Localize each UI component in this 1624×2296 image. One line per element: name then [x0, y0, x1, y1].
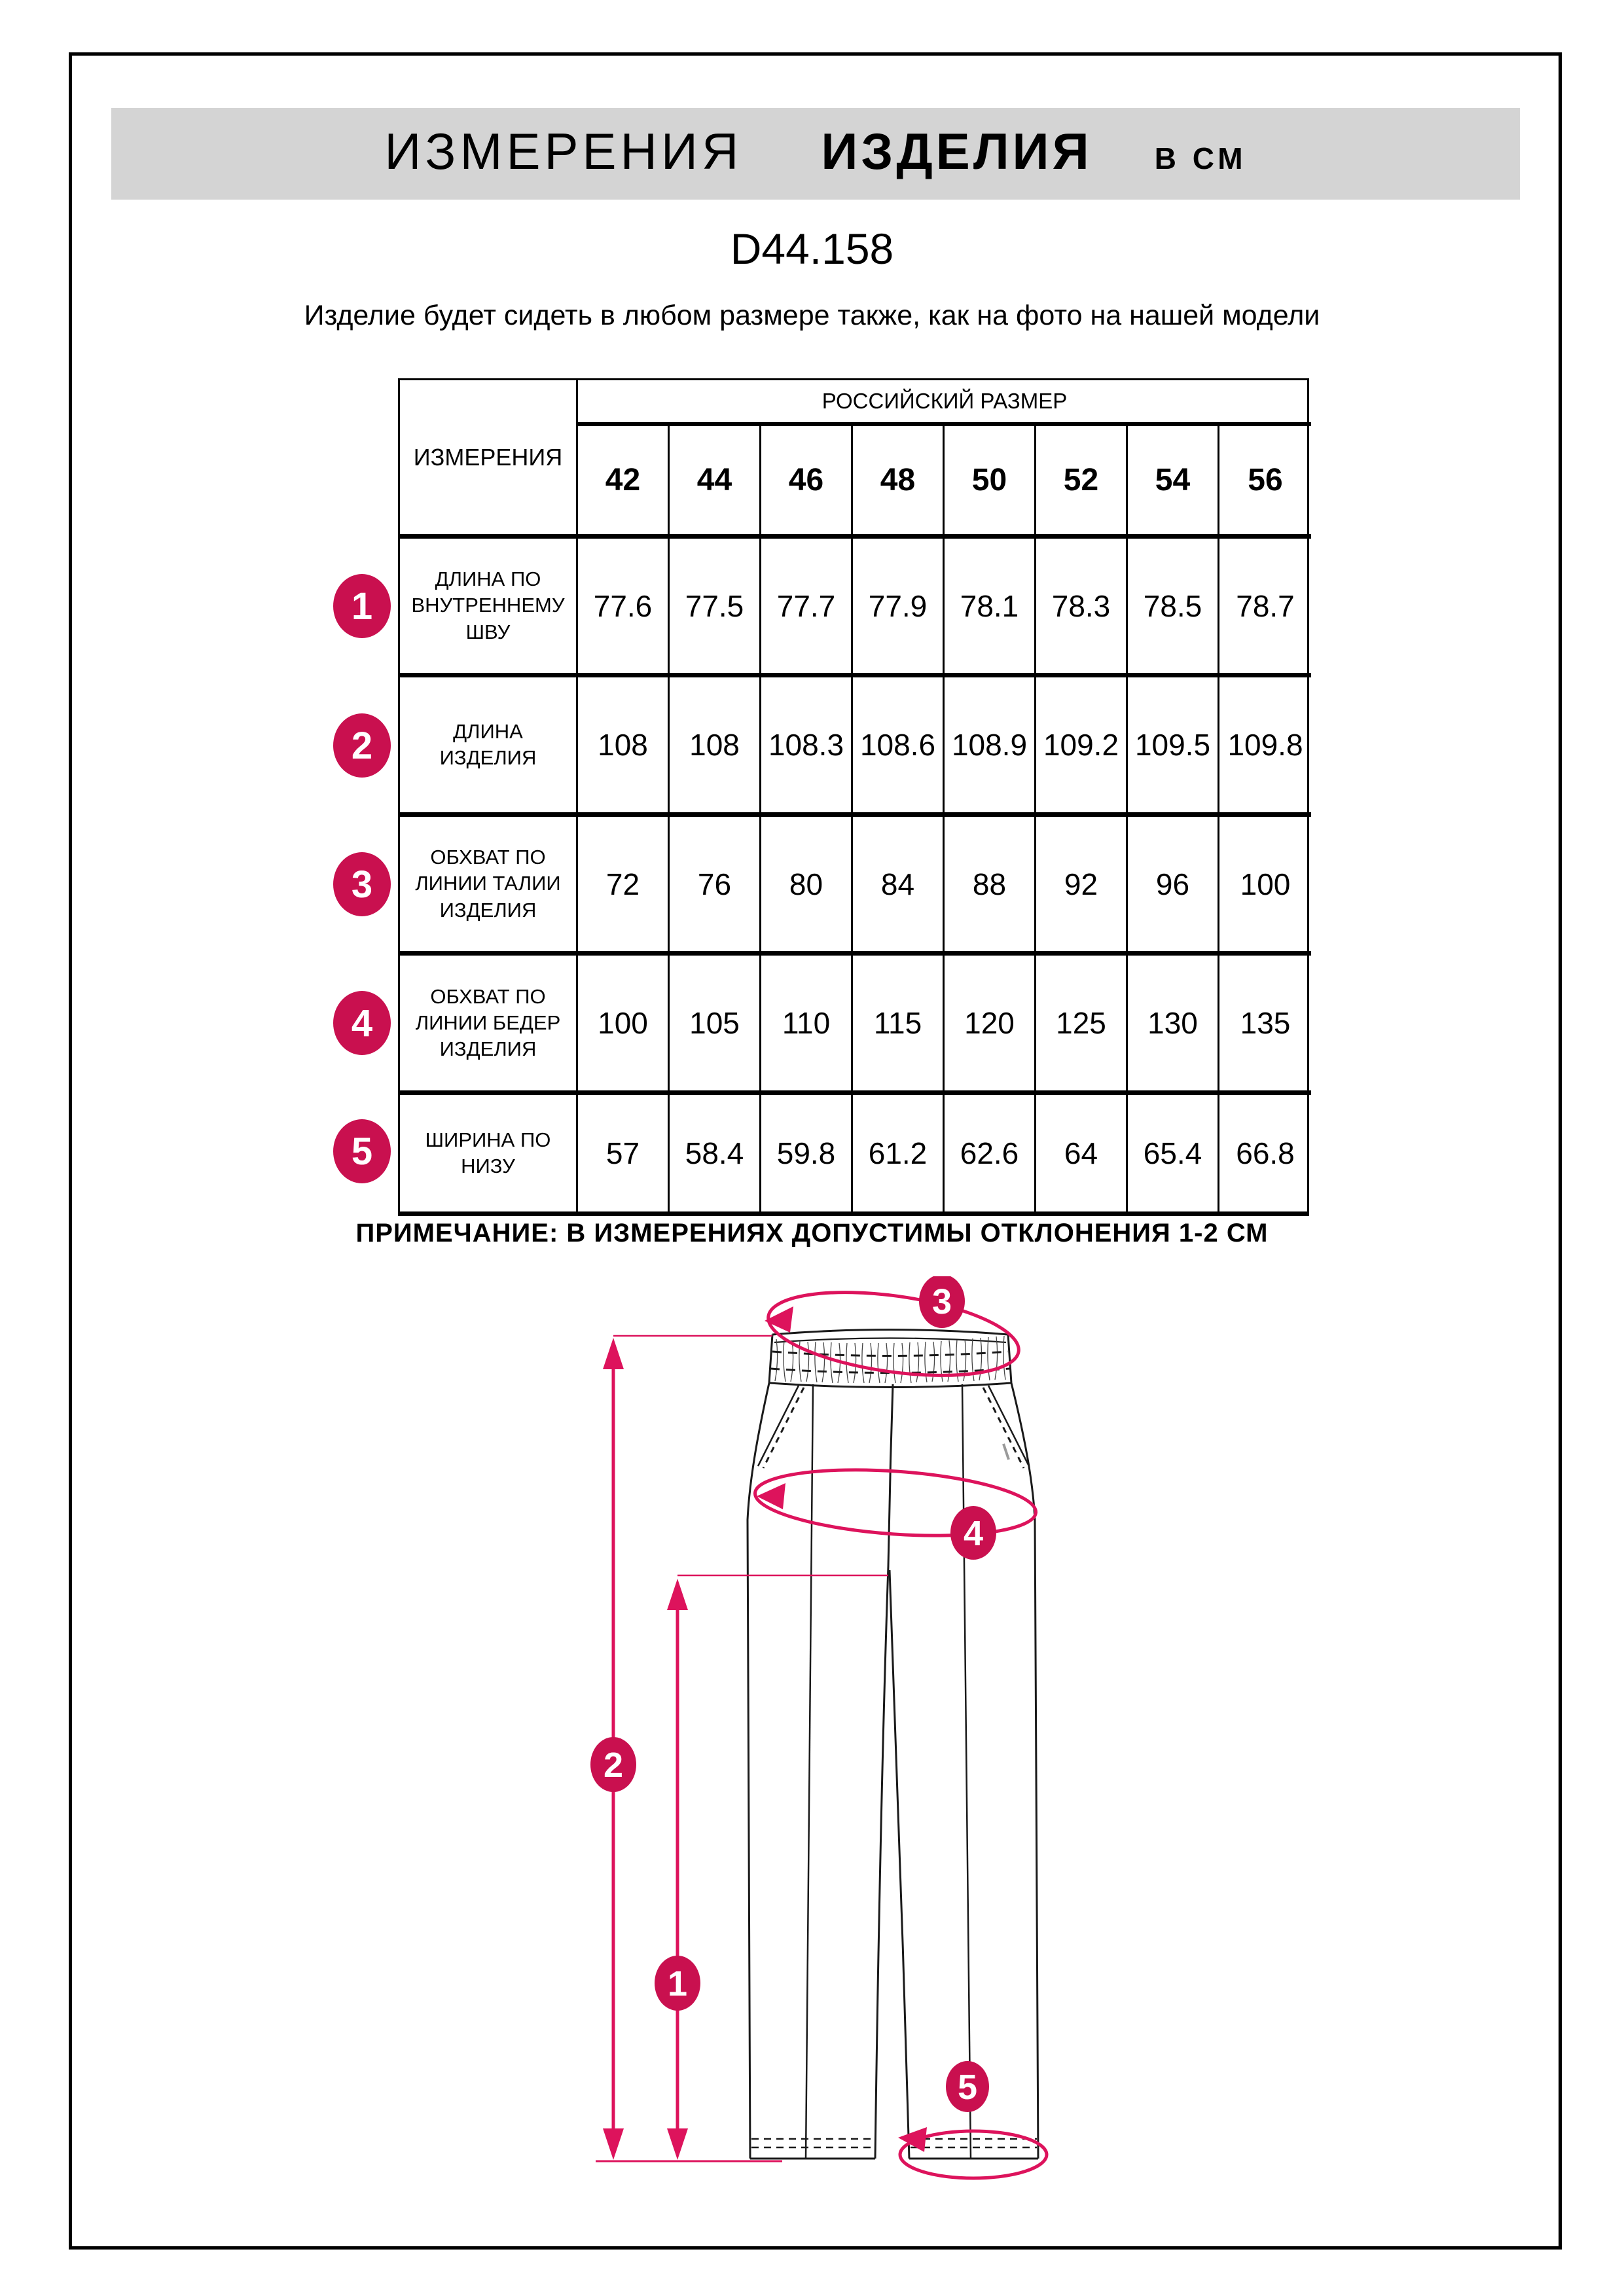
table-value: 125: [1036, 956, 1128, 1095]
waistband: [769, 1330, 1011, 1388]
table-value: 77.9: [853, 539, 945, 677]
size-col-header: 52: [1036, 426, 1128, 539]
size-col-header: 46: [761, 426, 853, 539]
row-label-inseam-length: ДЛИНА ПО ВНУТРЕННЕМУ ШВУ: [400, 539, 578, 677]
table-value: 110: [761, 956, 853, 1095]
table-value: 66.8: [1236, 1136, 1295, 1170]
waist-measure-ellipse: [763, 1279, 1024, 1390]
size-table: [398, 378, 1309, 1216]
row-label-garment-length: ДЛИНА ИЗДЕЛИЯ: [400, 677, 578, 817]
table-value: 64: [1036, 1095, 1128, 1211]
table-value: 58.4: [670, 1095, 761, 1211]
svg-text:5: 5: [957, 2068, 978, 2107]
pants-drawing-svg: [576, 1276, 1152, 2219]
size-group-header: РОССИЙСКИЙ РАЗМЕР: [578, 380, 1311, 426]
measure-col-header: ИЗМЕРЕНИЯ: [400, 380, 578, 539]
table-value: 65.4: [1128, 1095, 1219, 1211]
row-label-hip-girth: ОБХВАТ ПО ЛИНИИ БЕДЕР ИЗДЕЛИЯ: [400, 956, 578, 1095]
table-value: 59.8: [761, 1095, 853, 1211]
row-badge-3: 3: [333, 852, 391, 916]
table-value: 88: [945, 817, 1036, 956]
table-value: 105: [670, 956, 761, 1095]
waist-arrow-head: [765, 1306, 793, 1333]
table-value: 100: [578, 956, 670, 1095]
fit-subtitle: Изделие будет сидеть в любом размере также, как на фото на нашей модели: [304, 300, 1320, 331]
table-value: 108.6: [853, 677, 945, 817]
table-value: 108.9: [945, 677, 1036, 817]
inseam-length-arrow: [667, 1575, 888, 2160]
pants-body: [748, 1383, 1038, 2159]
table-value: 76: [670, 817, 761, 956]
drawing-badge-2: [590, 1737, 636, 1792]
size-col-header: 48: [853, 426, 945, 539]
table-value: 109.8: [1219, 677, 1311, 817]
table-value: 62.6: [945, 1095, 1036, 1211]
row-badge-2: 2: [333, 713, 391, 778]
table-value: 115: [853, 956, 945, 1095]
svg-text:4: 4: [963, 1514, 984, 1553]
row-badge-5: 5: [333, 1119, 391, 1183]
svg-text:2: 2: [603, 1746, 624, 1785]
page-title-word-2: ИЗДЕЛИЯ: [821, 122, 1092, 180]
hem-measure-ellipse: [898, 2127, 1047, 2178]
row-label-waist-girth: ОБХВАТ ПО ЛИНИИ ТАЛИИ ИЗДЕЛИЯ: [400, 817, 578, 956]
table-value: 77.6: [578, 539, 670, 677]
table-value: 77.7: [761, 539, 853, 677]
title-banner: [111, 108, 1520, 200]
table-value: 130: [1128, 956, 1219, 1095]
page-title-word-1: ИЗМЕРЕНИЯ: [384, 122, 743, 180]
table-value: 72: [578, 817, 670, 956]
table-value: 100: [1219, 817, 1311, 956]
table-value: 120: [945, 956, 1036, 1095]
row-badge-4: 4: [333, 991, 391, 1055]
title-row: [111, 122, 1520, 181]
tolerance-note: ПРИМЕЧАНИЕ: В ИЗМЕРЕНИЯХ ДОПУСТИМЫ ОТКЛОНЕНИЯ 1-2 СМ: [355, 1219, 1269, 1247]
table-value: 80: [761, 817, 853, 956]
svg-text:1: 1: [667, 1964, 688, 2003]
size-col-header: 44: [670, 426, 761, 539]
drawing-badge-1: [655, 1956, 700, 2011]
table-value: 108: [578, 677, 670, 817]
product-code: D44.158: [730, 224, 894, 273]
table-value: 135: [1219, 956, 1311, 1095]
table-value: 92: [1036, 817, 1128, 956]
table-value: 78.5: [1128, 539, 1219, 677]
size-col-header: 50: [945, 426, 1036, 539]
table-value: 108: [670, 677, 761, 817]
table-value: 77.5: [670, 539, 761, 677]
table-value: 78.1: [945, 539, 1036, 677]
size-col-header: 42: [578, 426, 670, 539]
drawing-badge-3: [919, 1276, 965, 1328]
hip-arrow-head: [757, 1483, 785, 1509]
table-value: 78.3: [1036, 539, 1128, 677]
table-value: 109.2: [1036, 677, 1128, 817]
table-value: 96: [1128, 817, 1219, 956]
drawing-badge-4: [950, 1506, 996, 1560]
table-value: 61.2: [853, 1095, 945, 1211]
size-col-header: 54: [1128, 426, 1219, 539]
row-badge-1: 1: [333, 574, 391, 638]
pants-technical-drawing: [576, 1276, 1152, 2219]
table-value: 57: [578, 1095, 670, 1211]
size-col-header: 56: [1219, 426, 1311, 539]
table-value: 84: [853, 817, 945, 956]
table-value: 109.5: [1128, 677, 1219, 817]
table-value: 108.3: [761, 677, 853, 817]
table-value: 78.7: [1219, 539, 1311, 677]
row-label-bottom-width: ШИРИНА ПО НИЗУ: [400, 1095, 578, 1211]
drawing-badge-5: [946, 2061, 989, 2112]
page-title-unit: В СМ: [1154, 141, 1247, 175]
svg-text:3: 3: [931, 1282, 952, 1321]
